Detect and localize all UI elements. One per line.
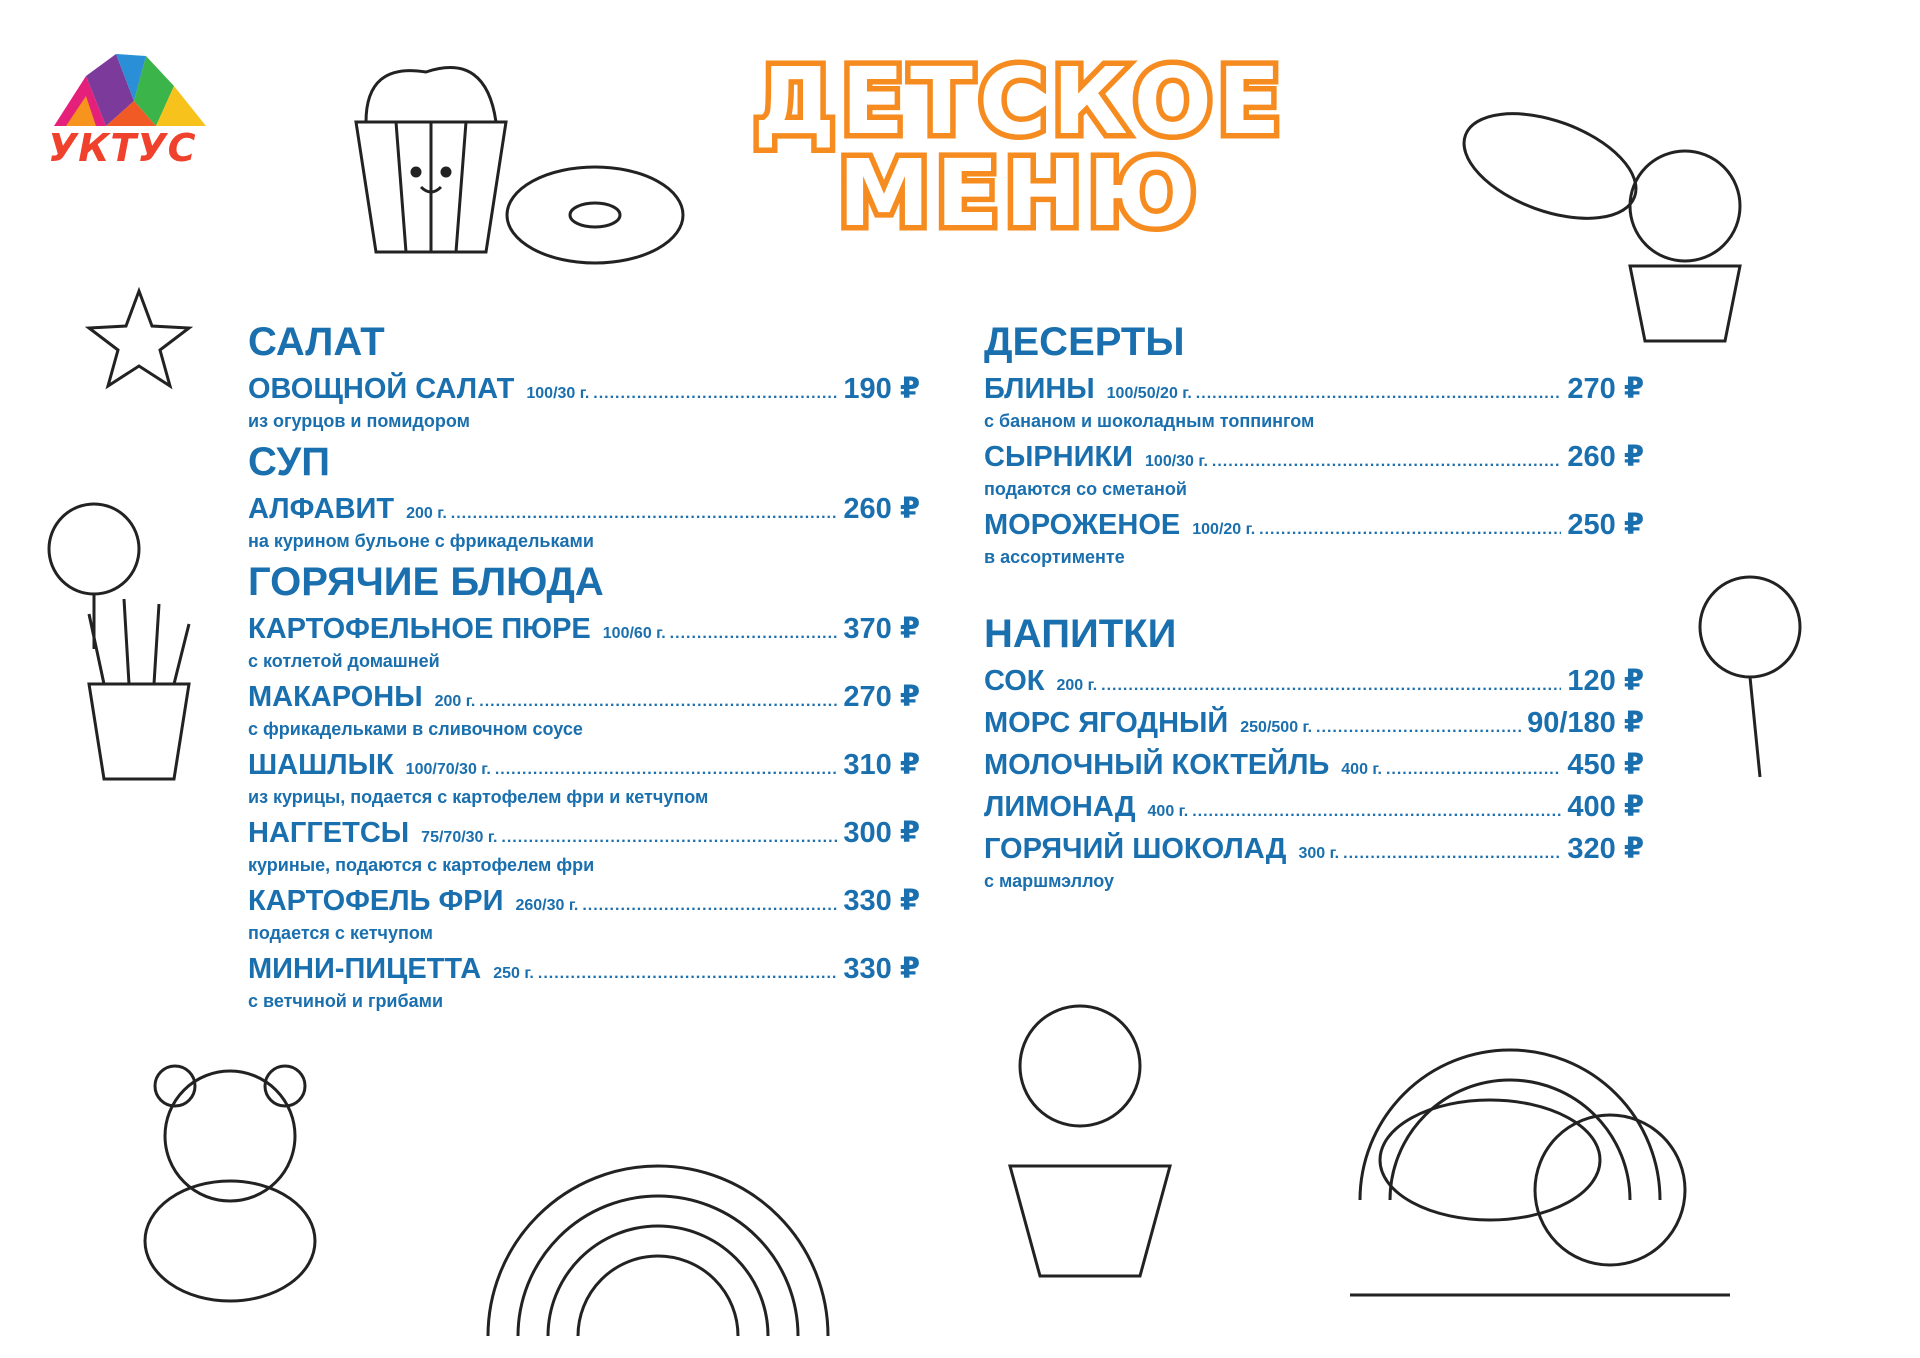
item-weight: 100/60 г. <box>602 625 666 642</box>
item-description: с фрикадельками в сливочном соусе <box>248 719 583 739</box>
leader-dots <box>1101 677 1561 695</box>
leader-dots <box>1316 719 1521 737</box>
item-weight: 260/30 г. <box>515 897 579 914</box>
item-description: с маршмэллоу <box>984 871 1115 891</box>
item-price: 260 ₽ <box>843 493 920 525</box>
item-weight: 400 г. <box>1147 803 1189 820</box>
menu-item <box>984 830 1644 868</box>
item-price: 400 ₽ <box>1567 791 1644 823</box>
item-price: 310 ₽ <box>843 749 920 781</box>
menu-left-column <box>248 318 920 1018</box>
rainbow-donut-bear-icon <box>1340 900 1740 1300</box>
menu-item <box>248 610 920 648</box>
item-price: 270 ₽ <box>843 681 920 713</box>
item-weight: 100/30 г. <box>1145 453 1208 470</box>
item-description: с бананом и шоколадным топпингом <box>984 411 1315 431</box>
menu-item <box>984 370 1644 408</box>
section-title: ГОРЯЧИЕ БЛЮДА <box>248 560 604 604</box>
item-name: ШАШЛЫК <box>248 749 394 781</box>
item-price: 120 ₽ <box>1567 665 1644 697</box>
leader-dots <box>1212 453 1561 471</box>
menu-item <box>248 678 920 716</box>
item-weight: 200 г. <box>434 693 476 710</box>
item-name: СЫРНИКИ <box>984 441 1134 473</box>
item-price: 300 ₽ <box>843 817 920 849</box>
leader-dots <box>670 625 838 643</box>
item-name: КАРТОФЕЛЬНОЕ ПЮРЕ <box>248 613 591 645</box>
item-name: ГОРЯЧИЙ ШОКОЛАД <box>984 833 1287 865</box>
item-weight: 300 г. <box>1298 845 1340 862</box>
item-description: из курицы, подается с картофелем фри и кетчупом <box>248 787 709 807</box>
item-description: из огурцов и помидором <box>248 411 470 431</box>
leader-dots <box>1259 521 1561 539</box>
item-name: ЛИМОНАД <box>984 791 1136 823</box>
menu-right-column <box>984 318 1644 898</box>
item-description: с котлетой домашней <box>248 651 440 671</box>
item-price: 250 ₽ <box>1567 509 1644 541</box>
item-name: БЛИНЫ <box>984 373 1095 405</box>
item-weight: 100/70/30 г. <box>405 761 491 778</box>
menu-item <box>984 506 1644 544</box>
item-weight: 100/50/20 г. <box>1106 385 1192 402</box>
cupcake-bear-icon <box>940 986 1250 1286</box>
item-description: подается с кетчупом <box>248 923 433 943</box>
item-weight: 250/500 г. <box>1240 719 1313 736</box>
leader-dots <box>538 965 838 983</box>
item-name: МОРОЖЕНОЕ <box>984 509 1181 541</box>
item-description: подаются со сметаной <box>984 479 1187 499</box>
item-price: 450 ₽ <box>1567 749 1644 781</box>
star-face-icon <box>84 286 194 396</box>
leader-dots <box>1343 845 1561 863</box>
leader-dots <box>479 693 837 711</box>
menu-item <box>984 746 1644 784</box>
item-name: МАКАРОНЫ <box>248 681 423 713</box>
item-price: 260 ₽ <box>1567 441 1644 473</box>
leader-dots <box>1192 803 1561 821</box>
item-price: 370 ₽ <box>843 613 920 645</box>
lollipop-icon <box>1680 532 1880 782</box>
item-price: 190 ₽ <box>843 373 920 405</box>
item-weight: 100/30 г. <box>526 385 590 402</box>
menu-item <box>248 814 920 852</box>
leader-dots <box>495 761 838 779</box>
item-description: куриные, подаются с картофелем фри <box>248 855 595 875</box>
leader-dots <box>451 505 838 523</box>
fries-icon <box>74 594 204 784</box>
menu-item <box>984 438 1644 476</box>
item-description: в ассортименте <box>984 547 1125 567</box>
item-name: МОЛОЧНЫЙ КОКТЕЙЛЬ <box>984 749 1330 781</box>
menu-item <box>984 788 1644 826</box>
item-weight: 100/20 г. <box>1192 521 1256 538</box>
popcorn-icon <box>346 42 516 262</box>
item-weight: 400 г. <box>1341 761 1382 778</box>
leader-dots <box>582 897 837 915</box>
section-title: СУП <box>248 440 330 484</box>
item-price: 90/180 ₽ <box>1527 707 1644 739</box>
item-weight: 75/70/30 г. <box>421 829 498 846</box>
item-price: 270 ₽ <box>1567 373 1644 405</box>
rainbow-icon <box>468 1106 848 1336</box>
donut-icon <box>500 160 690 270</box>
item-weight: 200 г. <box>1056 677 1098 694</box>
section-title: ДЕСЕРТЫ <box>984 320 1185 364</box>
item-price: 330 ₽ <box>843 953 920 985</box>
item-name: ОВОЩНОЙ САЛАТ <box>248 373 515 405</box>
item-name: МИНИ-ПИЦЕТТА <box>248 953 482 985</box>
bear-icon <box>120 1056 340 1306</box>
leader-dots <box>1196 385 1562 403</box>
item-price: 320 ₽ <box>1567 833 1644 865</box>
item-weight: 250 г. <box>493 965 534 982</box>
item-description: с ветчиной и грибами <box>248 991 444 1011</box>
menu-item <box>248 370 920 408</box>
leader-dots <box>1386 761 1561 779</box>
item-name: АЛФАВИТ <box>248 493 395 525</box>
logo-text: УКТУС <box>48 126 197 170</box>
item-price: 330 ₽ <box>843 885 920 917</box>
menu-item <box>248 950 920 988</box>
item-name: СОК <box>984 665 1045 697</box>
item-name: КАРТОФЕЛЬ ФРИ <box>248 885 504 917</box>
menu-item <box>248 490 920 528</box>
menu-item <box>248 746 920 784</box>
section-title: САЛАТ <box>248 320 385 364</box>
item-description: на курином бульоне с фрикадельками <box>248 531 594 551</box>
leader-dots <box>501 829 837 847</box>
item-name: НАГГЕТСЫ <box>248 817 410 849</box>
page-title-line1: ДЕТСКОЕ <box>753 48 1287 155</box>
page-title-line2: МЕНЮ <box>838 140 1202 247</box>
menu-item <box>984 704 1644 742</box>
bear-cupcake-icon <box>1440 96 1770 346</box>
section-title: НАПИТКИ <box>984 612 1177 656</box>
item-name: МОРС ЯГОДНЫЙ <box>984 707 1229 739</box>
item-weight: 200 г. <box>406 505 447 522</box>
menu-item <box>984 662 1644 700</box>
menu-item <box>248 882 920 920</box>
leader-dots <box>593 385 837 403</box>
